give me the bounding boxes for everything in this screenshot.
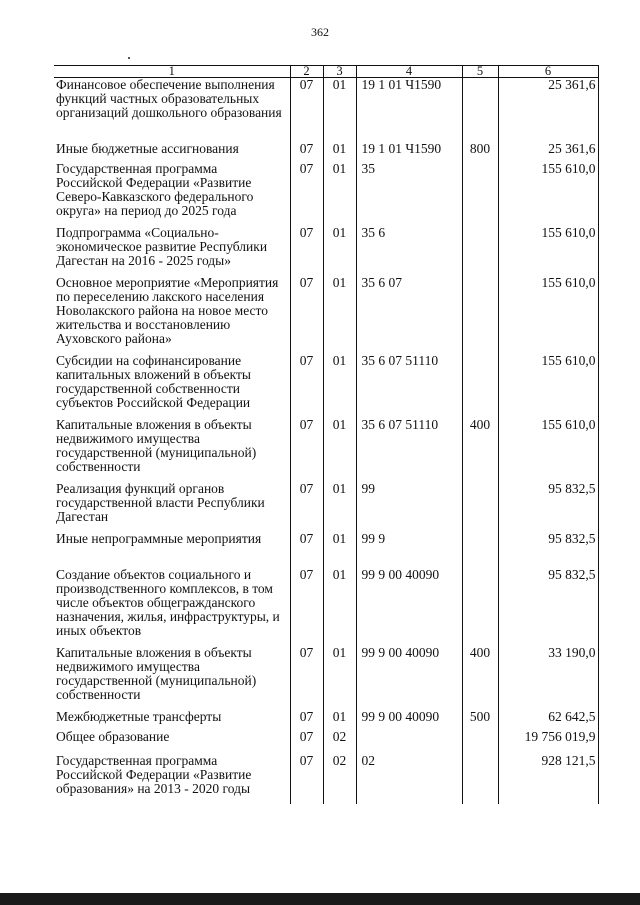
target-article-code: 19 1 01 Ч1590 [356, 142, 462, 162]
table-row [54, 482, 598, 532]
target-article-code: 35 6 07 [356, 276, 462, 354]
row-name: Государственная программа Российской Федерации «Развитие образования» на 2013 - 2020 годы [54, 754, 290, 804]
target-article-code: 19 1 01 Ч1590 [356, 78, 462, 143]
section-code: 07 [290, 78, 323, 143]
expense-type-code [462, 226, 498, 276]
budget-table [54, 65, 599, 804]
column-number: 3 [323, 66, 356, 78]
amount: 95 832,5 [498, 482, 598, 532]
row-name: Общее образование [54, 730, 290, 754]
row-name: Основное мероприятие «Мероприятия по переселению лакского населения Новолакского района на новое место жительства и восстановлению Ауховского района» [54, 276, 290, 354]
subsection-code: 01 [323, 646, 356, 710]
expense-type-code [462, 730, 498, 754]
table-row [54, 568, 598, 646]
row-name: Капитальные вложения в объекты недвижимого имущества государственной (муниципальной) собственности [54, 646, 290, 710]
subsection-code: 01 [323, 354, 356, 418]
row-name: Финансовое обеспечение выполнения функций частных образовательных организаций дошкольного образования [54, 78, 290, 143]
table-row [54, 142, 598, 162]
target-article-code: 35 6 07 51110 [356, 354, 462, 418]
row-name: Иные непрограммные мероприятия [54, 532, 290, 568]
amount: 19 756 019,9 [498, 730, 598, 754]
expense-type-code [462, 276, 498, 354]
expense-type-code [462, 482, 498, 532]
amount: 155 610,0 [498, 354, 598, 418]
table-row [54, 646, 598, 710]
expense-type-code: 400 [462, 418, 498, 482]
target-article-code: 35 6 [356, 226, 462, 276]
amount: 155 610,0 [498, 162, 598, 226]
scan-edge [0, 893, 640, 905]
section-code: 07 [290, 532, 323, 568]
table-row [54, 754, 598, 804]
subsection-code: 01 [323, 532, 356, 568]
section-code: 07 [290, 568, 323, 646]
subsection-code: 01 [323, 276, 356, 354]
row-name: Субсидии на софинансирование капитальных вложений в объекты государственной собственности субъектов Российской Федерации [54, 354, 290, 418]
amount: 62 642,5 [498, 710, 598, 730]
subsection-code: 01 [323, 142, 356, 162]
subsection-code: 01 [323, 482, 356, 532]
section-code: 07 [290, 142, 323, 162]
expense-type-code: 400 [462, 646, 498, 710]
table-row [54, 532, 598, 568]
section-code: 07 [290, 276, 323, 354]
section-code: 07 [290, 354, 323, 418]
table-row [54, 354, 598, 418]
column-number: 1 [54, 66, 290, 78]
amount: 95 832,5 [498, 532, 598, 568]
target-article-code: 99 9 00 40090 [356, 710, 462, 730]
section-code: 07 [290, 418, 323, 482]
expense-type-code [462, 162, 498, 226]
amount: 33 190,0 [498, 646, 598, 710]
row-name: Капитальные вложения в объекты недвижимого имущества государственной (муниципальной) собственности [54, 418, 290, 482]
section-code: 07 [290, 646, 323, 710]
amount: 155 610,0 [498, 226, 598, 276]
target-article-code: 99 9 00 40090 [356, 646, 462, 710]
column-number: 2 [290, 66, 323, 78]
subsection-code: 01 [323, 162, 356, 226]
target-article-code: 99 9 [356, 532, 462, 568]
section-code: 07 [290, 162, 323, 226]
section-code: 07 [290, 482, 323, 532]
subsection-code: 01 [323, 418, 356, 482]
subsection-code: 01 [323, 78, 356, 143]
expense-type-code [462, 532, 498, 568]
expense-type-code [462, 754, 498, 804]
section-code: 07 [290, 754, 323, 804]
table-row [54, 730, 598, 754]
subsection-code: 01 [323, 226, 356, 276]
section-code: 07 [290, 710, 323, 730]
amount: 95 832,5 [498, 568, 598, 646]
amount: 25 361,6 [498, 78, 598, 143]
amount: 25 361,6 [498, 142, 598, 162]
table-row [54, 710, 598, 730]
target-article-code [356, 730, 462, 754]
table-row [54, 162, 598, 226]
amount: 155 610,0 [498, 418, 598, 482]
table-row [54, 418, 598, 482]
target-article-code: 99 [356, 482, 462, 532]
column-number: 4 [356, 66, 462, 78]
column-number: 5 [462, 66, 498, 78]
row-name: Подпрограмма «Социально-экономическое развитие Республики Дагестан на 2016 - 2025 годы» [54, 226, 290, 276]
expense-type-code [462, 354, 498, 418]
row-name: Иные бюджетные ассигнования [54, 142, 290, 162]
table-row [54, 226, 598, 276]
section-code: 07 [290, 730, 323, 754]
scan-speck [128, 57, 130, 59]
subsection-code: 01 [323, 568, 356, 646]
target-article-code: 35 6 07 51110 [356, 418, 462, 482]
page-number: 362 [311, 25, 329, 39]
row-name: Межбюджетные трансферты [54, 710, 290, 730]
amount: 928 121,5 [498, 754, 598, 804]
table-row [54, 276, 598, 354]
section-code: 07 [290, 226, 323, 276]
amount: 155 610,0 [498, 276, 598, 354]
subsection-code: 01 [323, 710, 356, 730]
subsection-code: 02 [323, 754, 356, 804]
row-name: Реализация функций органов государственной власти Республики Дагестан [54, 482, 290, 532]
expense-type-code [462, 568, 498, 646]
column-number-row [54, 66, 598, 78]
row-name: Создание объектов социального и производственного комплексов, в том числе объектов общегражданского назначения, жилья, инфраструктуры, и иных объектов [54, 568, 290, 646]
row-name: Государственная программа Российской Федерации «Развитие Северо-Кавказского федерального округа» на период до 2025 года [54, 162, 290, 226]
subsection-code: 02 [323, 730, 356, 754]
target-article-code: 99 9 00 40090 [356, 568, 462, 646]
expense-type-code: 800 [462, 142, 498, 162]
target-article-code: 35 [356, 162, 462, 226]
expense-type-code [462, 78, 498, 143]
target-article-code: 02 [356, 754, 462, 804]
table-row [54, 78, 598, 143]
expense-type-code: 500 [462, 710, 498, 730]
column-number: 6 [498, 66, 598, 78]
